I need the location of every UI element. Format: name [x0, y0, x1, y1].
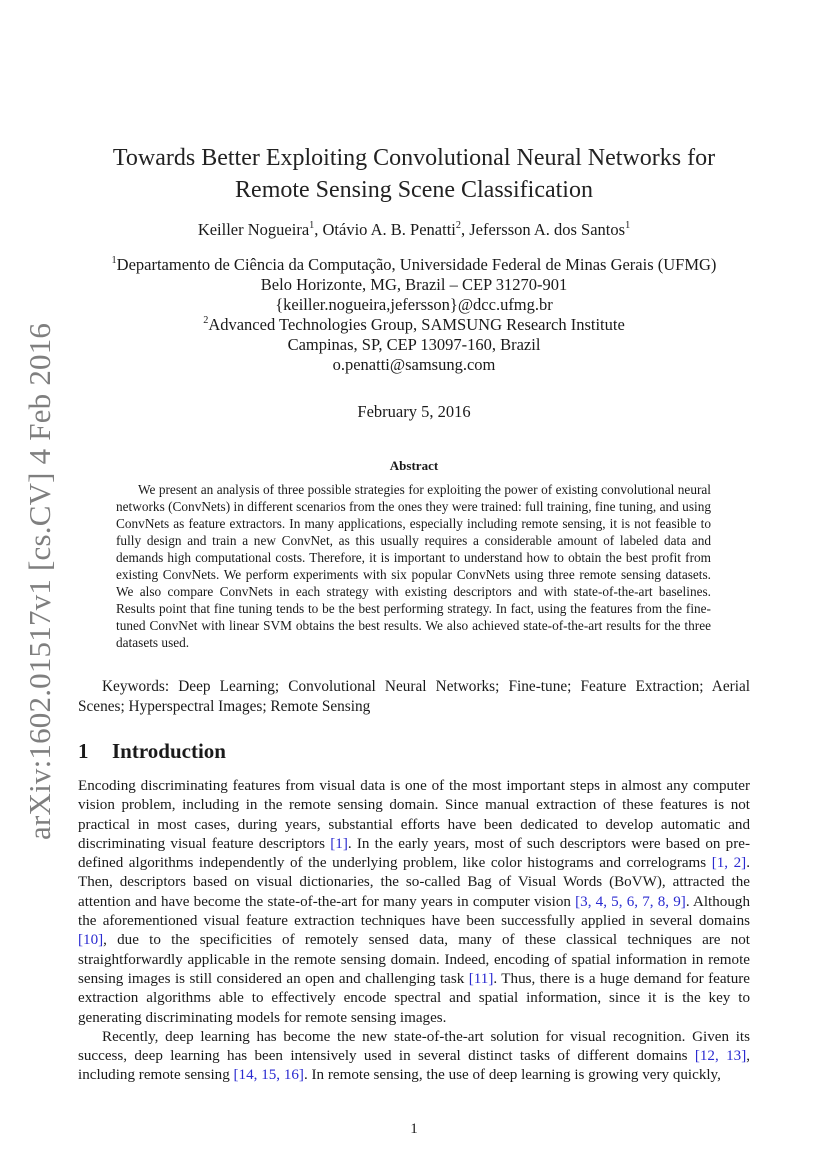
- citation-link[interactable]: [12, 13]: [694, 1048, 747, 1065]
- page-number: 1: [410, 1121, 418, 1137]
- affiliation-2-line-1: [78, 315, 750, 335]
- affiliation-mark: 1: [111, 254, 117, 266]
- section-heading: [78, 737, 750, 765]
- title-line-1: Towards Better Exploiting Convolutional Neural Networks for: [112, 145, 716, 171]
- affiliation-2-line-2: Campinas, SP, CEP 13097-160, Brazil: [287, 335, 541, 354]
- paragraph-text: . Although the aforementioned visual feature extraction techniques have been successfully applied in several domains: [78, 893, 750, 930]
- author-list: Keiller Nogueira$^1$, Otávio A. B. Penatti$^2$, Jefersson A. dos Santos$^1$: [197, 219, 631, 239]
- author-affil-mark: 1: [625, 219, 631, 231]
- author-name: Otávio A. B. Penatti: [322, 220, 456, 239]
- paper-title: [78, 142, 750, 206]
- abstract-text: We present an analysis of three possible strategies for exploiting the power of existing convolutional neural networks (ConvNets) in different scenarios from the ones they were trained: full training, fine tuning, and using ConvNets as feature extractors. In many applications, especially including remote sensing, it is not feasible to fully design and train a new ConvNet, as this usually requires a considerable amount of labeled data and demands high computational costs. Therefore, it is important to understand how to obtain the best profit from existing ConvNets. We perform experiments with six popular ConvNets using three remote sensing datasets. We also compare ConvNets in each strategy with existing descriptors and with state-of-the-art baselines. Results point that fine tuning tends to be the best performing strategy. In fact, using the features from the fine-tuned ConvNet with linear SVM obtains the best results. We also achieved state-of-the-art results for the three datasets used.: [116, 482, 711, 650]
- title-line-2: Remote Sensing Scene Classification: [235, 177, 593, 203]
- affiliation-2-email: o.penatti@samsung.com: [332, 355, 496, 374]
- paragraph-text: , due to the specificities of remotely sensed data, many of these classical techniques are not straightforwardly applicable in the remote sensing domain. Indeed, encoding of spatial information in remote sensing images is still considered an open and challenging task: [78, 932, 750, 987]
- author-affil-mark: 1: [309, 219, 315, 231]
- affiliation-1-email: {keiller.nogueira,jefersson}@dcc.ufmg.br: [275, 295, 553, 314]
- introduction-body: [78, 777, 750, 1086]
- paragraph-text: . In the early years, most of such descriptors were based on pre-defined algorithms independently of the underlying problem, like color histograms and correlograms: [78, 835, 750, 872]
- affiliation-1-text: Departamento de Ciência da Computação, Universidade Federal de Minas Gerais (UFMG): [116, 255, 717, 274]
- author-affil-mark: 2: [455, 219, 461, 231]
- abstract-heading: Abstract: [389, 458, 439, 473]
- citation-link[interactable]: [3, 4, 5, 6, 7, 8, 9]: [575, 893, 686, 910]
- citation-link[interactable]: [1, 2]: [711, 855, 747, 872]
- section-number: 1: [78, 739, 89, 763]
- paragraph: [78, 777, 750, 1028]
- paragraph: [78, 1028, 750, 1086]
- author-name: Jefersson A. dos Santos: [469, 220, 626, 239]
- paragraph-text: Recently, deep learning has become the new state-of-the-art solution for visual recognition. Given its success, deep learning has been intensively used in several distinct tasks of different domains: [78, 1028, 750, 1065]
- arxiv-side-label: arXiv:1602.01517v1 [cs.CV] 4 Feb 2016: [22, 322, 57, 840]
- affiliation-2-text: Advanced Technologies Group, SAMSUNG Research Institute: [208, 315, 625, 334]
- section-title: Introduction: [112, 739, 226, 763]
- affiliation-1-line-2: Belo Horizonte, MG, Brazil – CEP 31270-901: [260, 275, 568, 294]
- paragraph-text: , including remote sensing: [78, 1048, 750, 1084]
- keywords: Keywords: Deep Learning; Convolutional Neural Networks; Fine-tune; Feature Extraction; Aerial Scenes; Hyperspectral Images; Remote Sensing: [78, 678, 750, 715]
- citation-link[interactable]: [14, 15, 16]: [233, 1067, 304, 1084]
- citation-link[interactable]: [10]: [78, 932, 104, 949]
- affiliation-1-line-1: [78, 255, 750, 275]
- affiliations: [78, 255, 750, 375]
- affiliation-mark: 2: [203, 314, 209, 326]
- paragraph-text: Encoding discriminating features from visual data is one of the most important steps in almost any computer vision problem, including in the remote sensing domain. Since manual extraction of these features is not practical in most cases, during years, substantial efforts have been dedicated to develop automatic and discriminating visual feature descriptors: [78, 778, 750, 852]
- citation-link[interactable]: [11]: [468, 970, 494, 987]
- paragraph-text: . Thus, there is a huge demand for feature extraction algorithms able to effectively encode spectral and spatial information, since it is the key to generating discriminating models for remote sensing images.: [78, 970, 750, 1026]
- paragraph-text: . Then, descriptors based on visual dictionaries, the so-called Bag of Visual Words (BoVW), attracted the attention and have become the state-of-the-art for many years in computer vision: [78, 855, 750, 910]
- paragraph-text: . In remote sensing, the use of deep learning is growing very quickly,: [303, 1067, 721, 1084]
- paper-date: February 5, 2016: [357, 402, 471, 421]
- citation-link[interactable]: [1]: [330, 835, 348, 852]
- author-name: Keiller Nogueira: [197, 220, 310, 239]
